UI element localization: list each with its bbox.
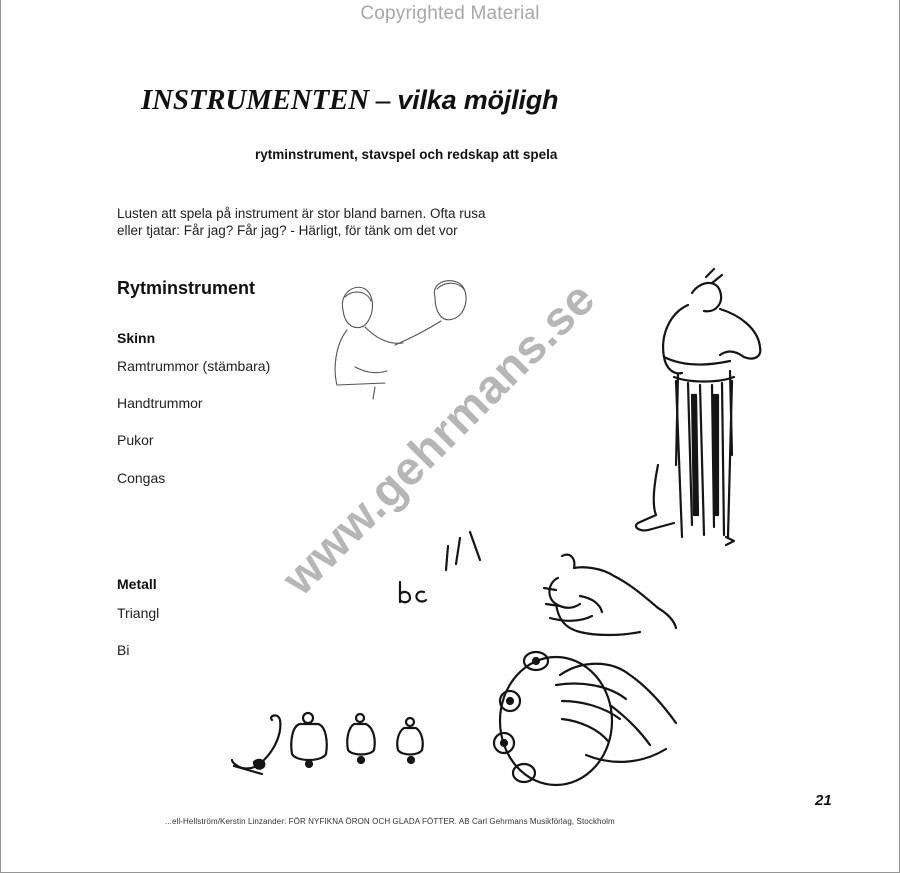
watermark: www.gehrmans.se	[271, 271, 605, 605]
intro-paragraph	[117, 205, 485, 239]
intro-line-1: Lusten att spela på instrument är stor bland barnen. Ofta rusa	[117, 206, 486, 221]
footer-credit: ...ell-Hellström/Kerstin Linzander: FÖR NYFIKNA ÖRON OCH GLADA FÖTTER. AB Carl Gehrmans Musikförlag, Stockholm	[165, 817, 615, 826]
title-separator: –	[376, 84, 391, 116]
page-subtitle: rytminstrument, stavspel och redskap att spela	[255, 147, 558, 162]
intro-line-2: eller tjatar: Får jag? Får jag? - Härligt, för tänk om det vor	[117, 223, 458, 238]
group-heading-skinn: Skinn	[117, 330, 156, 346]
hand-lettering-illustration	[392, 520, 492, 605]
list-item: Triangl	[117, 605, 160, 621]
group-heading-metall: Metall	[117, 576, 157, 592]
drummer-illustration	[630, 265, 770, 550]
bells-illustration	[228, 708, 438, 783]
list-item: Congas	[117, 470, 166, 486]
title-main: INSTRUMENTEN	[141, 84, 370, 116]
list-item: Pukor	[117, 432, 154, 448]
page-title	[141, 84, 558, 117]
section-heading-rytminstrument: Rytminstrument	[117, 278, 256, 298]
tambourine-illustration	[490, 645, 680, 790]
copyright-notice: Copyrighted Material	[360, 3, 540, 24]
list-item: Ramtrummor (stämbara)	[117, 358, 271, 374]
page-number: 21	[815, 792, 832, 809]
illustration-caption	[1, 1, 2, 2]
list-item: Handtrummor	[117, 395, 203, 411]
list-item: Bi	[117, 642, 130, 658]
title-rest: vilka möjligh	[397, 85, 559, 115]
